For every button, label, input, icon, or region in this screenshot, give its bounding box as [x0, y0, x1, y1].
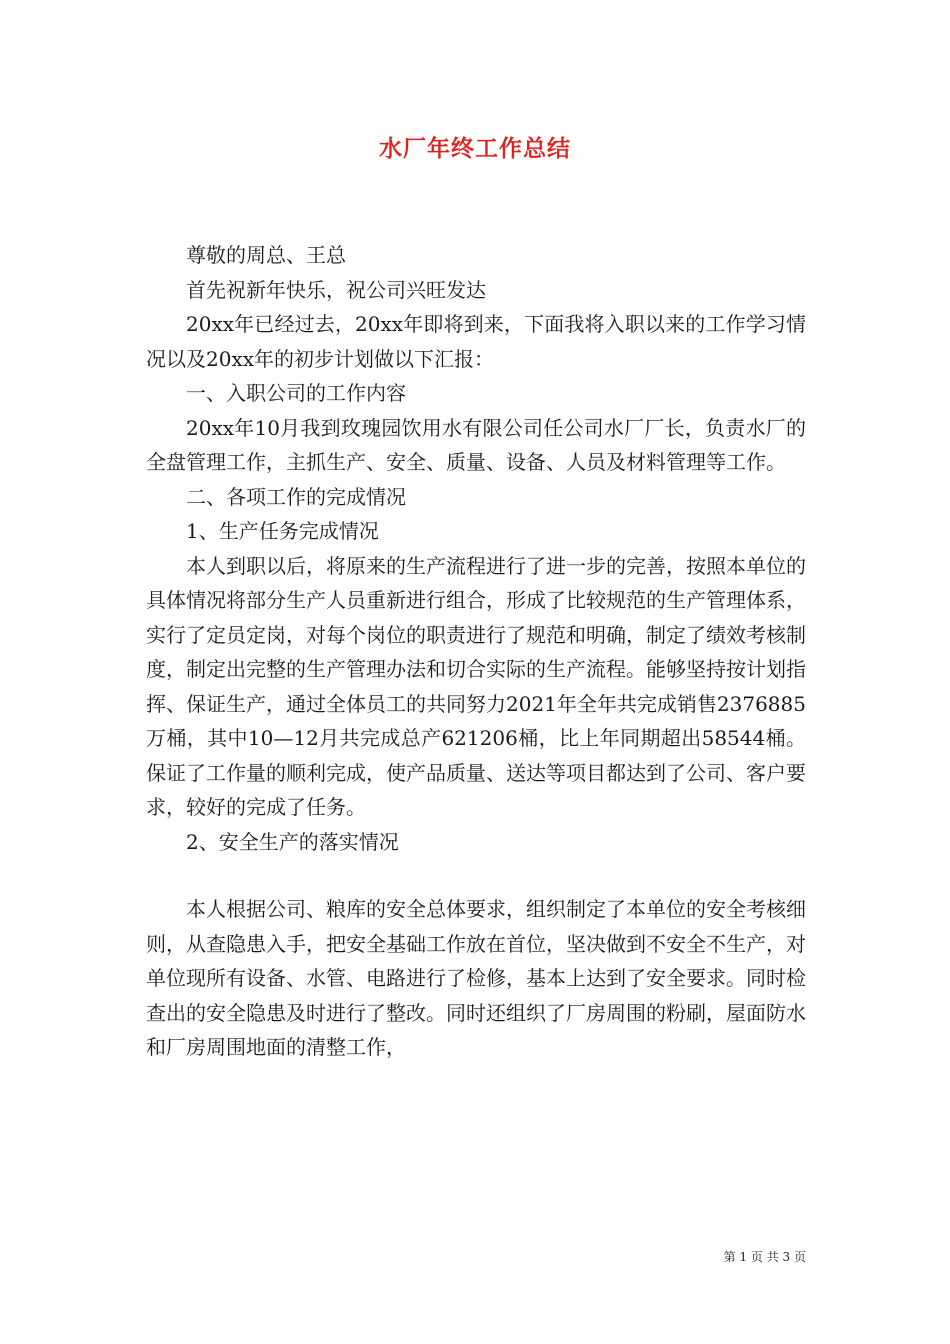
greeting: 首先祝新年快乐，祝公司兴旺发达 [186, 277, 486, 302]
paragraph-production: 本人到职以后，将原来的生产流程进行了进一步的完善，按照本单位的具体情况将部分生产人员重新进行组合，形成了比较规范的生产管理体系，实行了定员定岗，对每个岗位的职责进行了规范和明确，制定了绩效考核制度，制定出完整的生产管理办法和切合实际的生产流程。能够坚持按计划指挥、保证生产，通过全体员工的共同努力2021年全年共完成销售2376885万桶，其中10—12月共完成总产621206桶，比上年同期超出58544桶。保证了工作量的顺利完成，使产品质量、送达等项目都达到了公司、客户要求，较好的完成了任务。 [146, 553, 806, 819]
page-number: 第 1 页 共 3 页 [723, 1250, 806, 1264]
section-heading-2: 二、各项工作的完成情况 [186, 484, 406, 509]
document-title: 水厂年终工作总结 [379, 136, 571, 162]
paragraph-safety: 本人根据公司、粮库的安全总体要求，组织制定了本单位的安全考核细则，从查隐患入手，把安全基础工作放在首位，坚决做到不安全不生产，对单位现所有设备、水管、电路进行了检修，基本上达到了安全要求。同时检查出的安全隐患及时进行了整改。同时还组织了厂房周围的粉刷，屋面防水和厂房周围地面的清整工作， [146, 897, 806, 1059]
subheading-safety: 2、安全生产的落实情况 [186, 829, 399, 854]
document-body [146, 238, 806, 1065]
section-heading-1: 一、入职公司的工作内容 [186, 381, 406, 405]
salutation: 尊敬的周总、王总 [186, 243, 346, 267]
intro-paragraph: 20xx年已经过去，20xx年即将到来，下面我将入职以来的工作学习情况以及20xx年的初步计划做以下汇报： [146, 312, 806, 371]
paragraph-work-content: 20xx年10月我到玫瑰园饮用水有限公司任公司水厂厂长，负责水厂的全盘管理工作，主抓生产、安全、质量、设备、人员及材料管理等工作。 [146, 415, 806, 474]
subheading-production: 1、生产任务完成情况 [186, 519, 379, 543]
